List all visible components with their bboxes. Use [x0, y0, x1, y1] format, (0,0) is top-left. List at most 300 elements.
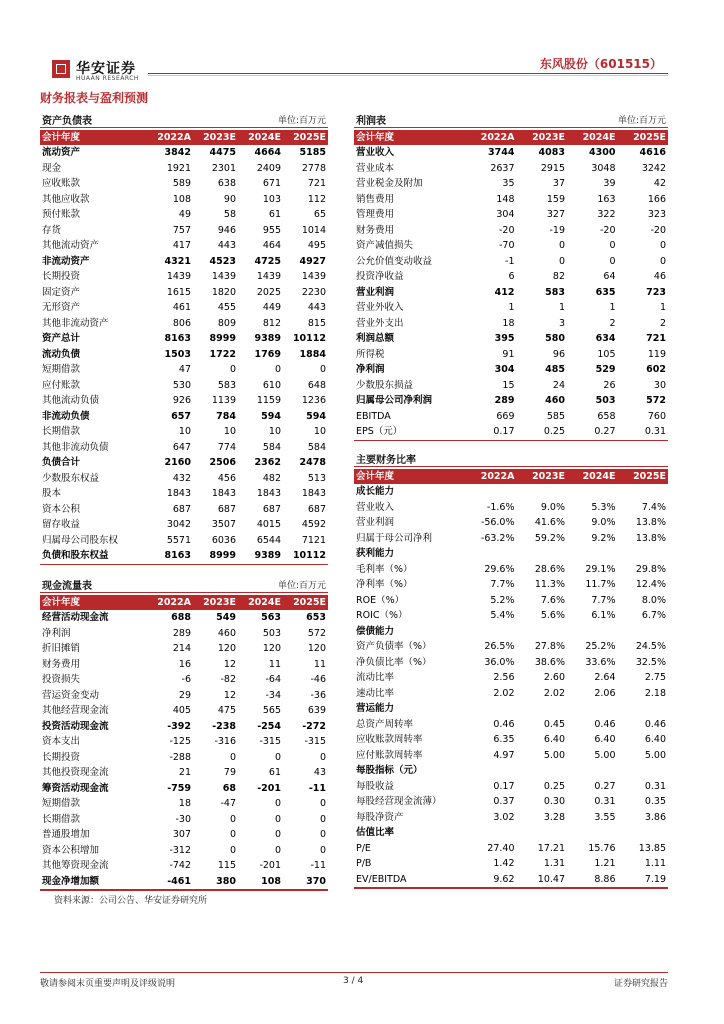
- row-value: [517, 484, 568, 500]
- row-value: 0: [274, 829, 281, 840]
- row-value: 108: [261, 875, 281, 887]
- row-value: 4475: [209, 147, 236, 158]
- table-row: [354, 531, 668, 547]
- table-row: [40, 223, 328, 239]
- row-value: 657: [171, 410, 191, 422]
- row-value: -315: [304, 736, 326, 747]
- row-value: 1139: [211, 395, 236, 406]
- row-value: 7121: [301, 534, 326, 546]
- row-value: 0: [319, 829, 326, 840]
- row-value: 2025: [256, 286, 281, 298]
- row-value: 68: [222, 782, 236, 794]
- row-value: -47: [220, 798, 236, 809]
- table-row: [40, 765, 328, 781]
- row-value: 1: [508, 302, 515, 313]
- row-value: 82: [552, 271, 565, 282]
- table-row: [354, 254, 668, 270]
- row-value: 29.6%: [484, 563, 515, 575]
- row-label: 投资净收益: [356, 271, 404, 282]
- row-value: 58: [223, 209, 236, 220]
- row-value: -11: [308, 782, 326, 794]
- table-body: [354, 484, 668, 887]
- row-label: 资本支出: [42, 736, 81, 747]
- row-value: [517, 624, 568, 640]
- column-header: 会计年度: [42, 597, 81, 608]
- table-row: [354, 515, 668, 531]
- row-label: 公允价值变动收益: [356, 255, 433, 267]
- row-label: 经营活动现金流: [42, 612, 109, 623]
- table-row: [40, 781, 328, 797]
- row-value: 33.6%: [585, 656, 616, 668]
- table-body: [40, 610, 328, 889]
- row-label: 无形资产: [42, 302, 81, 313]
- table-row: [40, 874, 328, 890]
- row-value: 5.6%: [540, 610, 565, 621]
- row-label: 每股经营现金流薄）: [356, 796, 442, 807]
- row-value: [567, 701, 618, 717]
- row-value: 2478: [299, 457, 326, 468]
- row-value: [517, 701, 568, 717]
- row-value: 3744: [488, 147, 515, 158]
- row-value: 443: [307, 302, 326, 313]
- row-value: 2.02: [543, 687, 565, 699]
- row-value: 594: [261, 410, 281, 422]
- row-label: ROIC（%）: [356, 610, 408, 621]
- row-value: 17.21: [537, 842, 565, 854]
- row-label: 利润总额: [356, 333, 395, 344]
- row-value: 37: [552, 178, 565, 189]
- row-value: 29: [178, 689, 191, 701]
- row-value: 0: [274, 364, 281, 375]
- row-value: 529: [595, 364, 616, 375]
- table-row: [354, 670, 668, 686]
- row-value: 41.6%: [534, 517, 565, 528]
- row-value: -312: [169, 844, 191, 856]
- row-value: 721: [646, 333, 666, 344]
- row-value: 6.40: [644, 734, 666, 745]
- row-label: 归属于母公司净利: [356, 532, 433, 544]
- row-value: 495: [307, 240, 326, 251]
- row-value: -1: [505, 255, 515, 267]
- row-value: 7.6%: [540, 594, 565, 606]
- column-header: 2023E: [203, 597, 236, 608]
- row-value: -64: [265, 674, 281, 685]
- table-row: [354, 717, 668, 733]
- row-value: -20: [650, 224, 666, 236]
- column-header: 2025E: [293, 597, 326, 608]
- row-value: 8.86: [594, 873, 616, 885]
- row-value: -315: [259, 736, 281, 747]
- section-header-row: [354, 484, 668, 500]
- row-value: 0: [609, 255, 616, 267]
- table-row: [354, 608, 668, 624]
- table-row: [40, 548, 328, 564]
- row-label: 资产减值损失: [356, 240, 414, 251]
- company-title: 东风股份（601515）: [539, 57, 662, 71]
- row-value: 405: [172, 705, 191, 716]
- column-header: 2024E: [582, 471, 616, 482]
- row-value: 0: [558, 255, 565, 267]
- row-value: 6.35: [493, 734, 515, 745]
- row-value: 688: [171, 612, 191, 623]
- row-value: -254: [257, 720, 281, 732]
- row-value: 0.45: [543, 718, 565, 730]
- row-value: [618, 624, 669, 640]
- row-label: 长期借款: [42, 426, 81, 437]
- row-value: 2.56: [493, 672, 515, 683]
- table-unit: 单位:百万元: [617, 116, 666, 126]
- row-value: 5.4%: [490, 610, 515, 621]
- row-value: 304: [496, 209, 515, 220]
- table-row: [40, 455, 328, 471]
- table-row: [354, 285, 668, 301]
- footer-disclaimer: 敬请参阅末页重要声明及评级说明: [40, 979, 176, 989]
- row-value: 1159: [256, 395, 281, 406]
- row-label: 营业收入: [356, 501, 395, 513]
- row-label: 资产总计: [42, 333, 81, 344]
- row-value: 687: [217, 503, 236, 515]
- row-value: 449: [262, 302, 281, 313]
- row-value: -759: [167, 782, 191, 794]
- table-row: [354, 562, 668, 578]
- column-header: 2022A: [157, 132, 191, 143]
- table-row: [40, 672, 328, 688]
- table-row: [354, 316, 668, 332]
- table-row: [354, 378, 668, 394]
- row-value: 370: [306, 875, 326, 887]
- row-value: 2409: [256, 162, 281, 174]
- column-header: 会计年度: [356, 132, 395, 143]
- row-label: 净负债比率（%）: [356, 656, 432, 668]
- row-value: 64: [603, 271, 616, 282]
- row-value: 549: [216, 612, 236, 623]
- row-value: 61: [268, 209, 281, 220]
- table-row: [40, 207, 328, 223]
- row-value: 1884: [299, 348, 326, 360]
- row-value: 163: [597, 193, 616, 205]
- row-value: 4300: [589, 147, 616, 158]
- table-header: [354, 469, 668, 484]
- table-row: [354, 686, 668, 702]
- row-value: 10: [223, 426, 236, 437]
- row-value: 5.2%: [490, 594, 515, 606]
- row-value: 0.27: [594, 780, 616, 792]
- section-header-row: [354, 546, 668, 562]
- table-body: [354, 145, 668, 440]
- row-value: 565: [262, 705, 281, 716]
- row-value: 658: [597, 410, 616, 422]
- row-value: [567, 624, 618, 640]
- row-value: 0.37: [493, 796, 515, 807]
- row-value: 2.75: [644, 672, 666, 683]
- table-unit: 单位:百万元: [277, 116, 326, 126]
- row-value: 1843: [301, 488, 326, 499]
- row-label: 每股净资产: [356, 811, 404, 823]
- row-value: 11: [313, 658, 326, 670]
- row-label: 每股收益: [356, 780, 395, 792]
- row-value: [618, 701, 669, 717]
- row-label: 非流动负债: [42, 410, 90, 422]
- row-value: 12.4%: [635, 579, 666, 590]
- row-value: 0: [319, 364, 326, 375]
- row-value: 304: [494, 364, 515, 375]
- row-value: 8999: [209, 333, 236, 344]
- row-value: 2.60: [543, 672, 565, 683]
- row-value: 322: [597, 209, 616, 220]
- table-row: [40, 610, 328, 626]
- row-value: 0: [558, 240, 565, 251]
- table-row: [354, 347, 668, 363]
- row-value: -392: [167, 720, 191, 732]
- table-row: [40, 300, 328, 316]
- row-value: 24: [552, 379, 565, 391]
- row-value: 36.0%: [484, 656, 515, 668]
- table-row: [40, 502, 328, 518]
- row-value: 43: [313, 767, 326, 778]
- row-value: 584: [262, 441, 281, 453]
- row-label: 财务费用: [42, 658, 81, 670]
- row-value: 687: [172, 503, 191, 515]
- row-label: 偿债能力: [356, 625, 395, 637]
- row-value: 455: [217, 302, 236, 313]
- row-value: 119: [647, 348, 666, 360]
- table-row: [354, 409, 668, 425]
- row-value: 2362: [254, 457, 281, 468]
- row-value: 3048: [591, 162, 616, 174]
- row-value: 0: [319, 751, 326, 763]
- row-value: 6.40: [543, 734, 565, 745]
- table-bottom-rule: [40, 564, 328, 566]
- row-value: 1439: [301, 271, 326, 282]
- row-value: 10112: [292, 333, 326, 344]
- column-header: 2023E: [532, 132, 565, 143]
- page-number: 3 / 4: [343, 976, 364, 986]
- table-row: [40, 703, 328, 719]
- row-value: 323: [647, 209, 666, 220]
- table-row: [354, 176, 668, 192]
- row-value: 0: [229, 751, 236, 763]
- row-label: 营运能力: [356, 703, 395, 714]
- row-value: -201: [257, 782, 281, 794]
- row-value: -82: [220, 674, 236, 685]
- row-value: 0.46: [493, 718, 515, 730]
- row-value: 39: [603, 178, 616, 189]
- row-value: 6.7%: [641, 610, 666, 621]
- row-value: 1439: [256, 271, 281, 282]
- row-value: 46: [653, 271, 666, 282]
- row-value: 0.27: [594, 426, 616, 437]
- row-value: -288: [169, 751, 191, 763]
- table-header: [354, 130, 668, 145]
- row-value: 1769: [254, 348, 281, 360]
- row-value: [466, 624, 517, 640]
- row-value: 4664: [254, 147, 281, 158]
- row-label: 归属母公司净利润: [356, 395, 433, 406]
- row-value: 648: [307, 379, 326, 391]
- row-label: 预付账款: [42, 209, 81, 220]
- row-value: 9.2%: [591, 532, 616, 544]
- row-value: 1921: [166, 162, 191, 174]
- row-label: 资本公积增加: [42, 844, 100, 856]
- row-label: 其他筹资现金流: [42, 860, 109, 871]
- table-row: [40, 393, 328, 409]
- row-value: 602: [646, 364, 666, 375]
- row-value: 289: [172, 627, 191, 639]
- table-row: [354, 841, 668, 857]
- row-value: 6.40: [594, 734, 616, 745]
- row-value: 583: [217, 379, 236, 391]
- row-value: 32.5%: [635, 656, 666, 668]
- row-value: 96: [552, 348, 565, 360]
- row-label: 营业外收入: [356, 302, 404, 313]
- section-header-row: [354, 763, 668, 779]
- row-value: 289: [494, 395, 515, 406]
- row-value: -20: [599, 224, 616, 236]
- row-label: ROE（%）: [356, 594, 405, 606]
- row-value: 3.28: [543, 811, 565, 823]
- table-row: [40, 378, 328, 394]
- row-value: 635: [595, 286, 616, 298]
- row-label: 短期借款: [42, 364, 81, 375]
- row-value: 0.31: [644, 426, 666, 437]
- row-value: 583: [545, 286, 565, 298]
- table-row: [354, 810, 668, 826]
- row-value: 13.85: [638, 842, 666, 854]
- row-value: 2.02: [493, 687, 515, 699]
- row-value: 1439: [211, 271, 236, 282]
- row-value: 4523: [209, 255, 236, 267]
- row-value: 24.5%: [635, 641, 666, 652]
- table-bottom-rule: [40, 889, 328, 891]
- row-value: -125: [169, 736, 191, 747]
- row-value: 2778: [301, 162, 326, 174]
- row-label: 应收账款: [42, 178, 81, 189]
- section-header-row: [354, 825, 668, 841]
- row-value: 10: [178, 426, 191, 437]
- table-row: [354, 207, 668, 223]
- row-value: 35: [502, 178, 515, 189]
- row-value: -461: [167, 875, 191, 887]
- table-row: [40, 657, 328, 673]
- row-label: 股本: [42, 488, 62, 499]
- row-value: [567, 763, 618, 779]
- table-row: [354, 145, 668, 161]
- cashflow-table: [40, 576, 328, 891]
- table-row: [354, 872, 668, 888]
- row-value: 307: [172, 829, 191, 840]
- row-value: [466, 484, 517, 500]
- column-header: 2023E: [203, 132, 236, 143]
- row-label: 资本公积: [42, 503, 81, 515]
- table-title-row: [354, 111, 668, 128]
- row-value: -272: [302, 720, 326, 732]
- table-row: [40, 517, 328, 533]
- table-title: 现金流量表: [42, 581, 92, 592]
- table-row: [40, 285, 328, 301]
- header-divider: [148, 73, 668, 74]
- row-value: 1014: [301, 224, 326, 236]
- row-value: 412: [494, 286, 515, 298]
- table-row: [40, 254, 328, 270]
- row-value: 503: [262, 627, 281, 639]
- row-value: 2915: [540, 162, 565, 174]
- row-value: 1: [558, 302, 565, 313]
- row-label: 长期投资: [42, 751, 81, 763]
- row-value: 460: [217, 627, 236, 639]
- row-label: 投资活动现金流: [42, 720, 109, 732]
- row-value: 47: [178, 364, 191, 375]
- row-value: -30: [175, 813, 191, 825]
- row-label: 营运资金变动: [42, 689, 100, 701]
- row-value: 29.1%: [585, 563, 616, 575]
- row-value: 7.7%: [591, 594, 616, 606]
- row-label: EPS（元）: [356, 426, 403, 437]
- row-label: 现金净增加额: [42, 875, 100, 887]
- row-value: 10.47: [537, 873, 565, 885]
- row-value: 2506: [209, 457, 236, 468]
- row-value: 1236: [301, 395, 326, 406]
- row-value: 669: [496, 410, 515, 422]
- page-title: 财务报表与盈利预测: [40, 91, 149, 105]
- row-label: 资产负债率（%）: [356, 641, 432, 652]
- row-value: -316: [214, 736, 236, 747]
- column-header: 2024E: [248, 597, 281, 608]
- row-value: 5185: [299, 147, 326, 158]
- table-row: [354, 331, 668, 347]
- row-value: 784: [216, 410, 236, 422]
- row-value: 513: [307, 472, 326, 484]
- row-value: [618, 825, 669, 841]
- row-value: -1.6%: [486, 501, 515, 513]
- table-row: [354, 593, 668, 609]
- row-label: 少数股东损益: [356, 379, 414, 391]
- table-row: [354, 192, 668, 208]
- row-value: 8163: [164, 550, 191, 561]
- row-value: 723: [646, 286, 666, 298]
- table-row: [354, 424, 668, 440]
- table-row: [40, 440, 328, 456]
- row-label: 营业税金及附加: [356, 178, 423, 189]
- row-value: 0.17: [493, 426, 515, 437]
- row-value: 4592: [301, 519, 326, 530]
- row-value: 3842: [164, 147, 191, 158]
- row-value: 0: [229, 844, 236, 856]
- row-value: 1439: [166, 271, 191, 282]
- row-value: 27.8%: [534, 641, 565, 652]
- row-value: 2637: [490, 162, 515, 174]
- row-value: 926: [172, 395, 191, 406]
- row-value: 159: [546, 193, 565, 205]
- table-row: [40, 827, 328, 843]
- row-value: 21: [178, 767, 191, 778]
- row-label: 营业利润: [356, 286, 395, 298]
- logo-subtext: HUAAN RESEARCH: [76, 75, 139, 82]
- column-header: 2023E: [532, 471, 565, 482]
- table-bottom-rule: [354, 440, 668, 442]
- table-row: [354, 223, 668, 239]
- table-header: [40, 595, 328, 610]
- row-value: [517, 825, 568, 841]
- table-row: [354, 794, 668, 810]
- row-value: 0.25: [543, 426, 565, 437]
- row-label: 现金: [42, 162, 62, 174]
- row-label: 其他流动负债: [42, 395, 100, 406]
- row-value: 0: [274, 844, 281, 856]
- row-value: 1843: [166, 488, 191, 499]
- row-label: P/E: [356, 842, 371, 854]
- table-row: [354, 362, 668, 378]
- row-value: 120: [217, 643, 236, 654]
